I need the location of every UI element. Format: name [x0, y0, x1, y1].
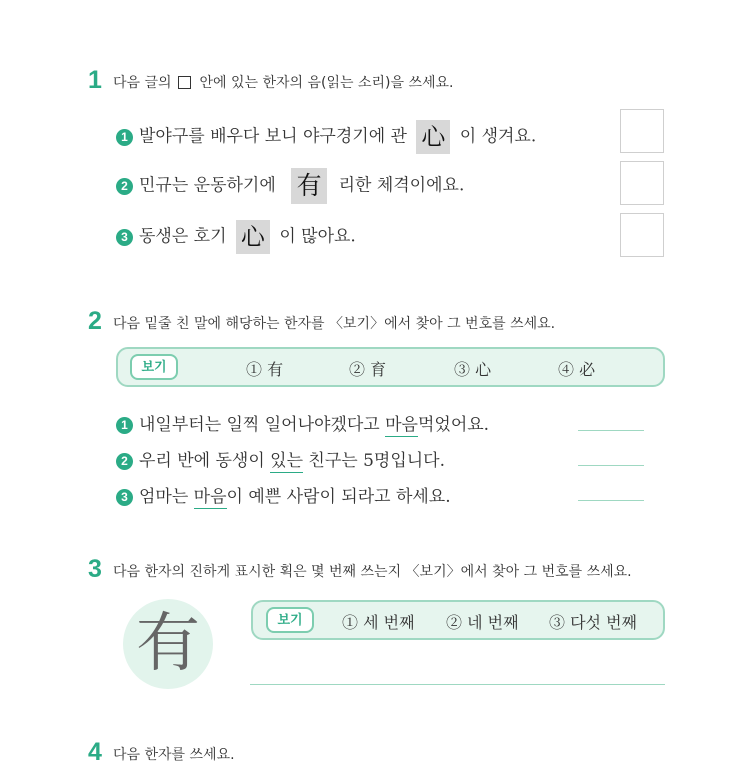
- q1-item-2-hanja: 有: [291, 168, 327, 204]
- q2-item-1: [116, 410, 489, 435]
- q1-item-1-before: 발야구를 배우다 보니 야구경기에 관: [139, 126, 407, 147]
- q1-answer-box-1[interactable]: [620, 109, 664, 153]
- question-4-number: 4: [88, 738, 102, 766]
- q2-answer-line-2[interactable]: [578, 465, 644, 466]
- question-1-instruction: [113, 72, 453, 92]
- question-2-instruction: 다음 밑줄 친 말에 해당하는 한자를 〈보기〉에서 찾아 그 번호를 쓰세요.: [113, 316, 556, 332]
- q2-bogi-label: 보기: [130, 354, 178, 380]
- q1-item-3-before: 동생은 호기: [139, 226, 227, 247]
- q3-bogi-label: 보기: [266, 607, 314, 633]
- q1-item-2: [116, 168, 464, 204]
- question-1-number: 1: [88, 66, 102, 94]
- q2-option-1: ① 有: [246, 360, 284, 379]
- q2-item-3: [116, 482, 451, 507]
- q2-answer-line-1[interactable]: [578, 430, 644, 431]
- q2-item-1-underlined: 마음: [385, 415, 418, 435]
- q1-answer-box-3[interactable]: [620, 213, 664, 257]
- q2-item-3-after: 이 예쁜 사람이 되라고 하세요.: [226, 487, 451, 507]
- q1-answer-box-2[interactable]: [620, 161, 664, 205]
- q2-item-2-after: 친구는 5명입니다.: [303, 451, 446, 471]
- q1-item-2-after: 리한 체격이에요.: [338, 175, 465, 196]
- q1-instr-part-b: 안에 있는 한자의 음(읽는 소리)을 쓰세요.: [199, 75, 454, 91]
- q3-option-3: ③ 다섯 번째: [549, 613, 637, 632]
- question-4-instruction: 다음 한자를 쓰세요.: [113, 747, 235, 763]
- q2-item-2: [116, 446, 445, 471]
- item-number-badge: 2: [116, 453, 133, 470]
- blank-box-icon: [178, 76, 191, 89]
- q1-item-3: [116, 220, 356, 254]
- q3-option-1: ① 세 번째: [342, 613, 415, 632]
- q2-item-3-underlined: 마음: [193, 487, 227, 507]
- item-number-badge: 1: [116, 417, 133, 434]
- q2-item-2-before: 우리 반에 동생이: [139, 451, 271, 471]
- q3-answer-line[interactable]: [250, 684, 665, 685]
- item-number-badge: 2: [116, 178, 133, 195]
- q1-instr-part-a: 다음 글의: [113, 75, 172, 91]
- q2-option-2: ② 育: [349, 360, 387, 379]
- q1-item-1-after: 이 생겨요.: [459, 126, 537, 147]
- q2-item-1-after: 먹었어요.: [417, 415, 490, 435]
- q2-answer-line-3[interactable]: [578, 500, 644, 501]
- item-number-badge: 1: [116, 129, 133, 146]
- q1-item-2-before: 민규는 운동하기에: [139, 175, 276, 196]
- q1-item-3-after: 이 많아요.: [279, 226, 356, 247]
- q2-item-3-before: 엄마는: [139, 487, 194, 507]
- q2-option-4: ④ 必: [558, 360, 596, 379]
- q2-option-3: ③ 心: [454, 360, 492, 379]
- q2-item-1-before: 내일부터는 일찍 일어나야겠다고: [139, 415, 386, 435]
- q2-item-2-underlined: 있는: [270, 451, 304, 471]
- q1-item-1-hanja: 心: [416, 120, 450, 154]
- question-3-instruction: 다음 한자의 진하게 표시한 획은 몇 번째 쓰는지 〈보기〉에서 찾아 그 번호를 쓰세요.: [113, 564, 632, 580]
- q1-item-1: [116, 120, 536, 154]
- question-2-number: 2: [88, 307, 102, 335]
- q3-option-2: ② 네 번째: [446, 613, 519, 632]
- q3-hanja-character: 有: [136, 607, 200, 681]
- item-number-badge: 3: [116, 229, 133, 246]
- q1-item-3-hanja: 心: [236, 220, 270, 254]
- question-3-number: 3: [88, 555, 102, 583]
- item-number-badge: 3: [116, 489, 133, 506]
